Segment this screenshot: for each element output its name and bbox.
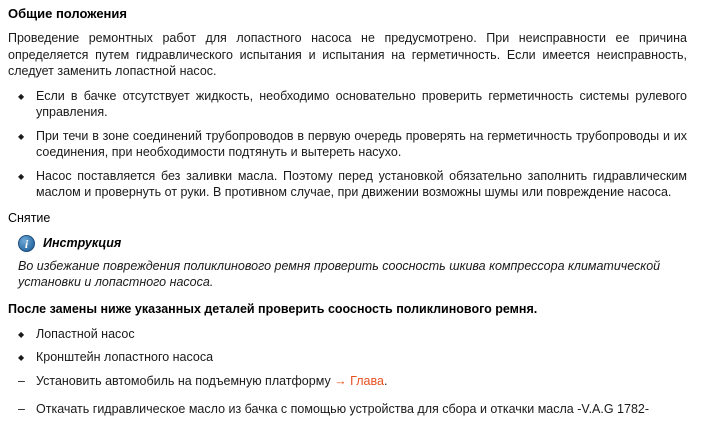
steps-list xyxy=(6,373,695,418)
info-icon: i xyxy=(18,235,35,252)
step-suffix: . xyxy=(383,373,388,388)
step-text: Откачать гидравлическое масло из бачка с помощью устройства для сбора и откачки масла -V.A.G 1782- xyxy=(36,402,650,416)
list-item: ◆ Насос поставляется без заливки масла. Поэтому перед установкой обязательно заполнить гидравлическим маслом и провернуть от руки. В противном случае, при движении возможны шумы или повреждение насоса. xyxy=(6,168,695,201)
section-heading-removal: Снятие xyxy=(8,210,51,225)
intro-paragraph: Проведение ремонтных работ для лопастного насоса не предусмотрено. При неисправности ее причина определяется путем гидравлического испытания и испытания на герметичность. Если имеется неисправность, следует заменить лопастной насос. xyxy=(8,31,687,78)
list-item: ◆ При течи в зоне соединений трубопроводов в первую очередь проверять на герметичность трубопроводы и их соединения, при необходимости подтянуть и вытереть насухо. xyxy=(6,128,695,161)
note-header xyxy=(18,235,695,252)
arrow-icon: → xyxy=(334,373,347,388)
step-text: Установить автомобиль на подъемную платформу xyxy=(36,373,331,388)
list-item: ◆ Если в бачке отсутствует жидкость, необходимо основательно проверить герметичность системы рулевого управления. xyxy=(6,88,695,121)
parts-bullet-list xyxy=(6,326,695,366)
note-text: Во избежание повреждения поликлинового ремня проверить соосность шкива компрессора климатической установки и лопастного насоса. xyxy=(18,258,661,289)
page-title: Общие положения xyxy=(8,6,127,21)
cross-reference-link[interactable]: Глава xyxy=(350,373,384,388)
general-bullet-list xyxy=(6,88,695,201)
list-item xyxy=(6,401,695,418)
note-title: Инструкция xyxy=(43,236,122,250)
bold-instruction: После замены ниже указанных деталей проверить соосность поликлинового ремня. xyxy=(8,301,538,316)
list-item xyxy=(6,373,695,390)
list-item: ◆ Лопастной насос xyxy=(6,326,695,343)
list-item: ◆ Кронштейн лопастного насоса xyxy=(6,349,695,366)
